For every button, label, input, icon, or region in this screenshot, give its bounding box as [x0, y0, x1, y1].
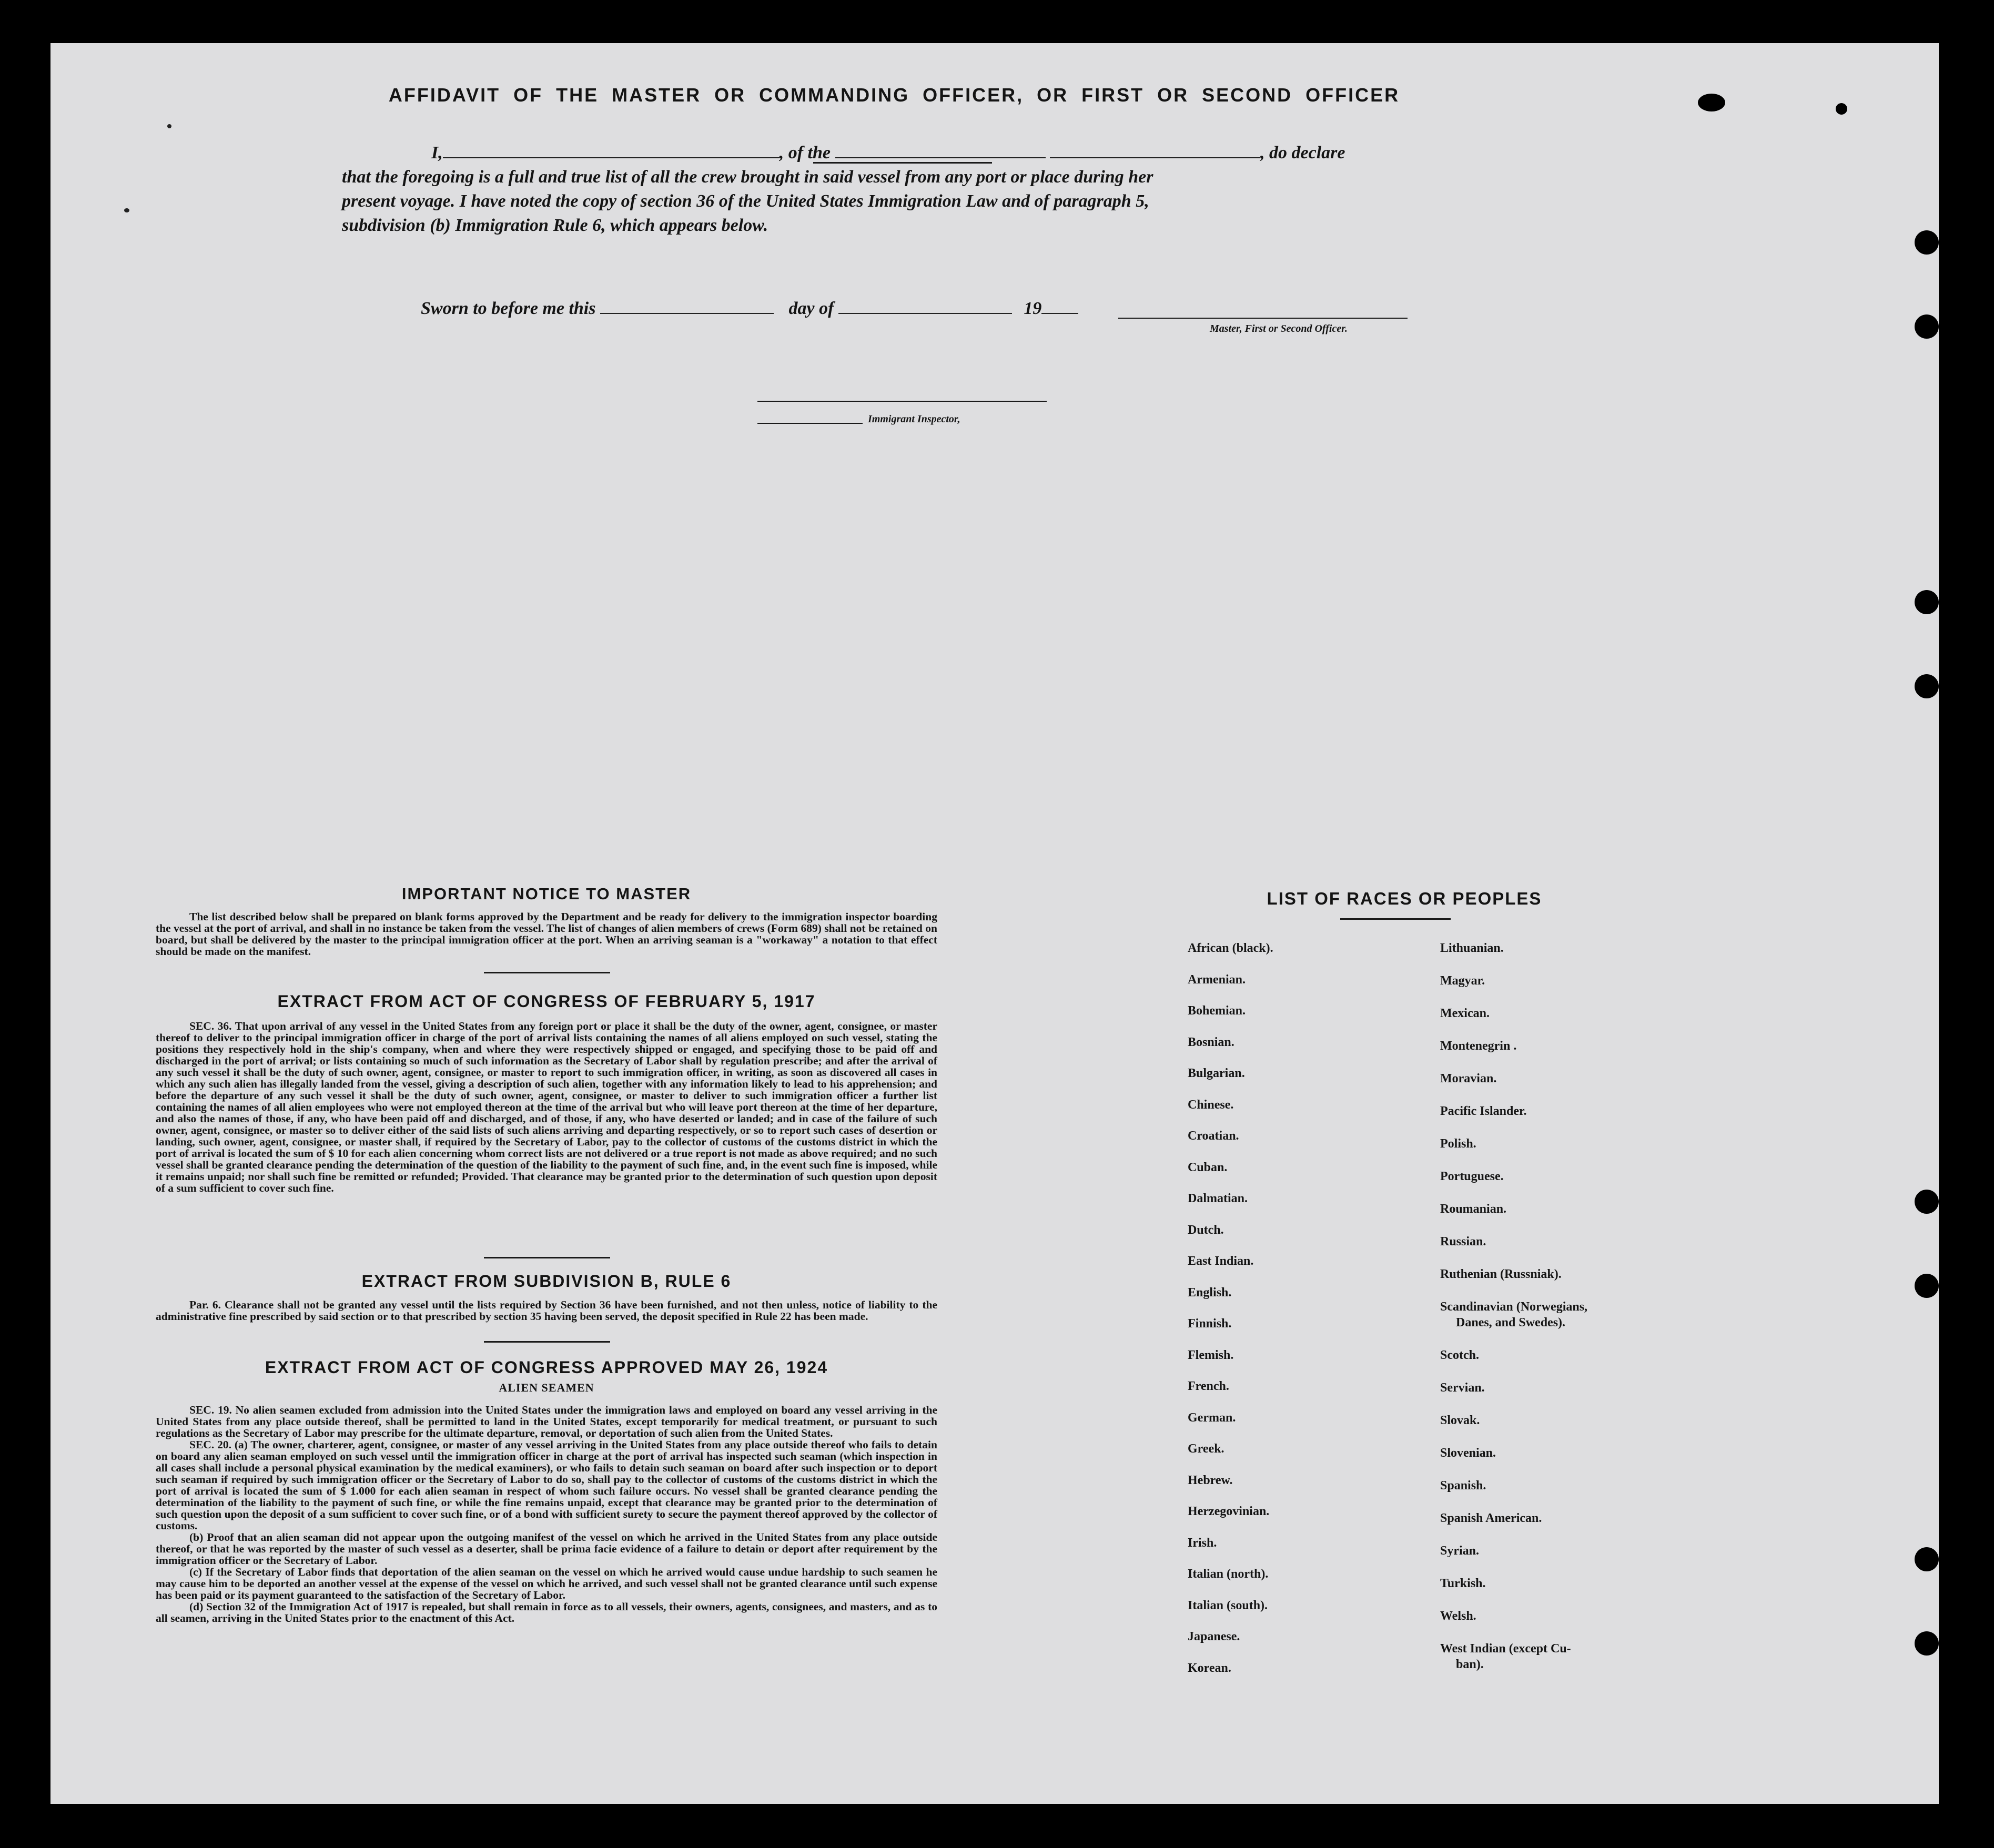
race-item: Italian (north). [1188, 1567, 1269, 1581]
punch-hole [1698, 94, 1725, 111]
signature-label: Master, First or Second Officer. [1210, 323, 1348, 334]
race-item: Cuban. [1188, 1161, 1228, 1174]
race-item: ban). [1456, 1658, 1484, 1671]
race-item: Danes, and Swedes). [1456, 1316, 1566, 1329]
divider [484, 972, 610, 973]
race-item: Mexican. [1440, 1007, 1490, 1020]
declaration-of-the: , of the [779, 143, 831, 163]
races-title: LIST OF RACES OR PEOPLES [1267, 889, 1542, 908]
inspector-label: Immigrant Inspector, [868, 413, 960, 425]
race-item: Korean. [1188, 1661, 1231, 1675]
race-item: Bosnian. [1188, 1035, 1234, 1049]
race-item: Pacific Islander. [1440, 1104, 1527, 1118]
race-item: Scandinavian (Norwegians, [1440, 1300, 1588, 1314]
race-item: Syrian. [1440, 1544, 1480, 1558]
divider [484, 1257, 610, 1258]
race-item: Moravian. [1440, 1072, 1497, 1085]
extract-1917-paragraph: SEC. 36. That upon arrival of any vessel in the United States from any foreign port or place it shall be the duty of the owner, agent, consignee, or master thereof to deliver to the principal immigration officer in charge of the port of arrival lists containing the names of all aliens employed on such vessel, stating the positions they respectively hold in the ship's company, when and where they were respectively shipped or engaged, and specifying those to be paid off and discharged in the port of arrival; or lists containing so much of such information as the Secretary of Labor shall by regulation prescribe; and after the arrival of any such vessel it shall be the duty of such owner, agent, consignee, or master to report to such immigration officer, in writing, as soon as discovered all cases in which any such alien has illegally landed from the vessel, giving a description of such alien, together with any information likely to lead to his apprehension; and before the departure of any such vessel it shall be the duty of such owner, agent, consignee, or master to deliver to such immigration officer a further list containing the names of all alien employees who were not employed thereon at the time of the arrival but who will leave port thereon at the time of her departure, and also the names of those, if any, who have been paid off and discharged, and of those, if any, who have deserted or landed; and in case of the failure of such owner, agent, consignee, or master so to deliver either of the said lists of such aliens arriving and departing respectively, or so to report such cases of desertion or landing, such owner, agent, consignee, or master shall, if required by the Secretary of Labor, pay to the collector of customs of the customs district in which the port of arrival is located the sum of $ 10 for each alien concerning whom correct lists are not delivered or a true report is not made as above required; and no such vessel shall be granted clearance pending the determination of the question of the liability to the payment of such fine, and, in the event such fine is imposed, while it remains unpaid; nor shall such fine be remitted or refunded; Provided. That clearance may be granted prior to the determination of such question upon deposit of a sum sufficient to cover such fine. [156, 1020, 937, 1194]
declaration-line-4: subdivision (b) Immigration Rule 6, which appears below. [342, 216, 768, 235]
year-prefix: 19 [1024, 299, 1042, 318]
extract-1924-body [156, 1404, 937, 1624]
punch-hole [1915, 1631, 1939, 1656]
punch-hole [1915, 674, 1939, 698]
race-item: African (black). [1188, 941, 1273, 955]
extract-1924-title: EXTRACT FROM ACT OF CONGRESS APPROVED MAY 26, 1924 [265, 1358, 828, 1377]
divider [484, 1341, 610, 1343]
punch-hole [1915, 1190, 1939, 1214]
race-item: Slovak. [1440, 1414, 1480, 1427]
races-title-underline [1340, 918, 1451, 920]
race-item: Dalmatian. [1188, 1192, 1248, 1205]
race-item: Magyar. [1440, 974, 1485, 988]
race-item: Russian. [1440, 1235, 1486, 1248]
stray-mark [167, 124, 171, 128]
day-blank[interactable] [600, 313, 774, 314]
race-item: Italian (south). [1188, 1599, 1268, 1612]
declaration-text [342, 141, 1420, 238]
stray-mark [124, 208, 129, 212]
extract-rule6-body [156, 1299, 937, 1322]
race-item: Croatian. [1188, 1129, 1239, 1143]
race-item: Chinese. [1188, 1098, 1234, 1112]
sec-20b-paragraph: (b) Proof that an alien seaman did not appear upon the outgoing manifest of the vessel on which he arrived in the United States from any place outside thereof, or that he was reported by the master of such vessel as a deserter, shall be prima facie evidence of a failure to detain or deport after requirement by the immigration officer or the Secretary of Labor. [156, 1531, 937, 1567]
affidavit-title: AFFIDAVIT OF THE MASTER OR COMMANDING OFFICER, OR FIRST OR SECOND OFFICER [388, 84, 1400, 106]
race-item: French. [1188, 1379, 1229, 1393]
race-item: Hebrew. [1188, 1474, 1233, 1487]
notice-paragraph: The list described below shall be prepared on blank forms approved by the Department and be ready for delivery to the immigration inspector boarding the vessel at the port of arrival, and shall in no instance be taken from the vessel. The list of changes of alien members of crews (Form 689) shall not be retained on board, but shall be delivered by the master to the principal immigration officer at the port. When an arriving seaman is a "workaway" a notation to that effect should be made on the manifest. [156, 910, 937, 958]
sworn-text: Sworn to before me this [421, 299, 596, 318]
race-item: Scotch. [1440, 1348, 1479, 1362]
notice-title: IMPORTANT NOTICE TO MASTER [401, 885, 692, 903]
notice-body [156, 911, 937, 957]
race-item: Welsh. [1440, 1609, 1476, 1623]
extract-1917-body [156, 1020, 937, 1194]
race-item: Greek. [1188, 1442, 1224, 1456]
inspector-underline [757, 423, 863, 424]
race-item: Montenegrin . [1440, 1039, 1517, 1053]
race-item: English. [1188, 1286, 1232, 1299]
punch-hole [1915, 1547, 1939, 1571]
race-item: Irish. [1188, 1536, 1217, 1550]
extract-rule6-title: EXTRACT FROM SUBDIVISION B, RULE 6 [361, 1272, 732, 1291]
race-item: German. [1188, 1411, 1236, 1425]
sec-20c-paragraph: (c) If the Secretary of Labor finds that deportation of the alien seaman on the vessel on which he arrived would cause undue hardship to such seamen he may cause him to be deported an another vessel at the expense of the vessel on which he arrived, and such vessel shall not be granted clearance until such expense has been paid or its payment guaranteed to the satisfaction of the Secretary of Labor. [156, 1566, 937, 1601]
sec-19-paragraph: SEC. 19. No alien seamen excluded from admission into the United States under the immigration laws and employed on board any vessel arriving in the United States from any place outside thereof, shall be permitted to land in the United States, except temporarily for medical treatment, or pursuant to such regulations as the Secretary of Labor may prescribe for the ultimate departure, removal, or deportation of such alien from the United States. [156, 1404, 937, 1439]
declaration-line-3: present voyage. I have noted the copy of section 36 of the United States Immigration Law and of paragraph 5, [342, 191, 1149, 211]
race-item: Slovenian. [1440, 1446, 1496, 1460]
day-of-text: day of [788, 299, 834, 318]
declaration-i: I, [431, 143, 443, 163]
race-item: Herzegovinian. [1188, 1505, 1270, 1518]
sec-20a-paragraph: SEC. 20. (a) The owner, charterer, agent, consignee, or master of any vessel arriving in the United States from any place outside thereof who fails to detain on board any alien seaman employed on such vessel until the immigration officer in charge at the port of arrival has inspected such seaman (which inspection in all cases shall include a personal physical examination by the medical examiners), or who fails to detain such seaman on board after such inspection or to deport such seaman if required by such immigration officer or the Secretary of Labor to do so, shall pay to the collector of customs of the customs district in which the port of arrival is located the sum of $ 1.000 for each alien seaman in respect of whom such failure occurs. No vessel shall be granted clearance pending the determination of the liability to the payment of such fine, or while the fine remains unpaid, except that clearance may be granted prior to the determination of such question upon the deposit of a sum sufficient to cover such fine, or of a bond with sufficient surety to secure the payment thereof approved by the collector of customs. [156, 1438, 937, 1532]
race-item: Japanese. [1188, 1630, 1240, 1643]
race-item: Bulgarian. [1188, 1067, 1245, 1080]
punch-hole [1836, 103, 1847, 115]
race-item: East Indian. [1188, 1254, 1254, 1268]
race-item: Finnish. [1188, 1317, 1232, 1331]
sec-20d-paragraph: (d) Section 32 of the Immigration Act of 1917 is repealed, but shall remain in force as to all vessels, their owners, agents, consignees, and masters, and as to all seamen, arriving in the United States prior to the enactment of this Act. [156, 1600, 937, 1624]
name-blank[interactable] [443, 157, 780, 158]
race-item: Polish. [1440, 1137, 1476, 1151]
punch-hole [1915, 1274, 1939, 1298]
extract-1924-subtitle: ALIEN SEAMEN [499, 1381, 594, 1394]
race-item: Turkish. [1440, 1577, 1486, 1590]
vessel-blank-2[interactable] [1050, 157, 1260, 158]
race-item: Armenian. [1188, 973, 1246, 987]
vessel-blank[interactable] [835, 157, 1046, 158]
race-item: West Indian (except Cu- [1440, 1642, 1571, 1656]
extract-1917-title: EXTRACT FROM ACT OF CONGRESS OF FEBRUARY 5, 1917 [277, 992, 816, 1011]
race-item: Lithuanian. [1440, 941, 1504, 955]
extract-rule6-paragraph: Par. 6. Clearance shall not be granted any vessel until the lists required by Section 36 have been furnished, and not then unless, notice of liability to the administrative fine prescribed by said section or to that prescribed by section 35 having been served, the deposit specified in Rule 22 has been made. [156, 1298, 937, 1323]
month-blank[interactable] [838, 313, 1012, 314]
race-item: Spanish American. [1440, 1511, 1542, 1525]
race-item: Roumanian. [1440, 1202, 1507, 1216]
punch-hole [1915, 590, 1939, 614]
punch-hole [1915, 314, 1939, 339]
race-item: Ruthenian (Russniak). [1440, 1267, 1562, 1281]
race-item: Dutch. [1188, 1223, 1224, 1237]
sworn-line [421, 299, 1078, 319]
year-blank[interactable] [1041, 313, 1078, 314]
signature-line[interactable] [1118, 318, 1408, 319]
punch-hole [1915, 230, 1939, 255]
race-item: Portuguese. [1440, 1170, 1504, 1183]
inspector-signature-line[interactable] [757, 401, 1047, 402]
declaration-do-declare: , do declare [1260, 143, 1345, 163]
declaration-line-2: that the foregoing is a full and true list of all the crew brought in said vessel from any port or place during her [342, 167, 1153, 187]
race-item: Flemish. [1188, 1348, 1234, 1362]
race-item: Bohemian. [1188, 1004, 1246, 1018]
race-item: Spanish. [1440, 1479, 1486, 1492]
race-item: Servian. [1440, 1381, 1485, 1395]
